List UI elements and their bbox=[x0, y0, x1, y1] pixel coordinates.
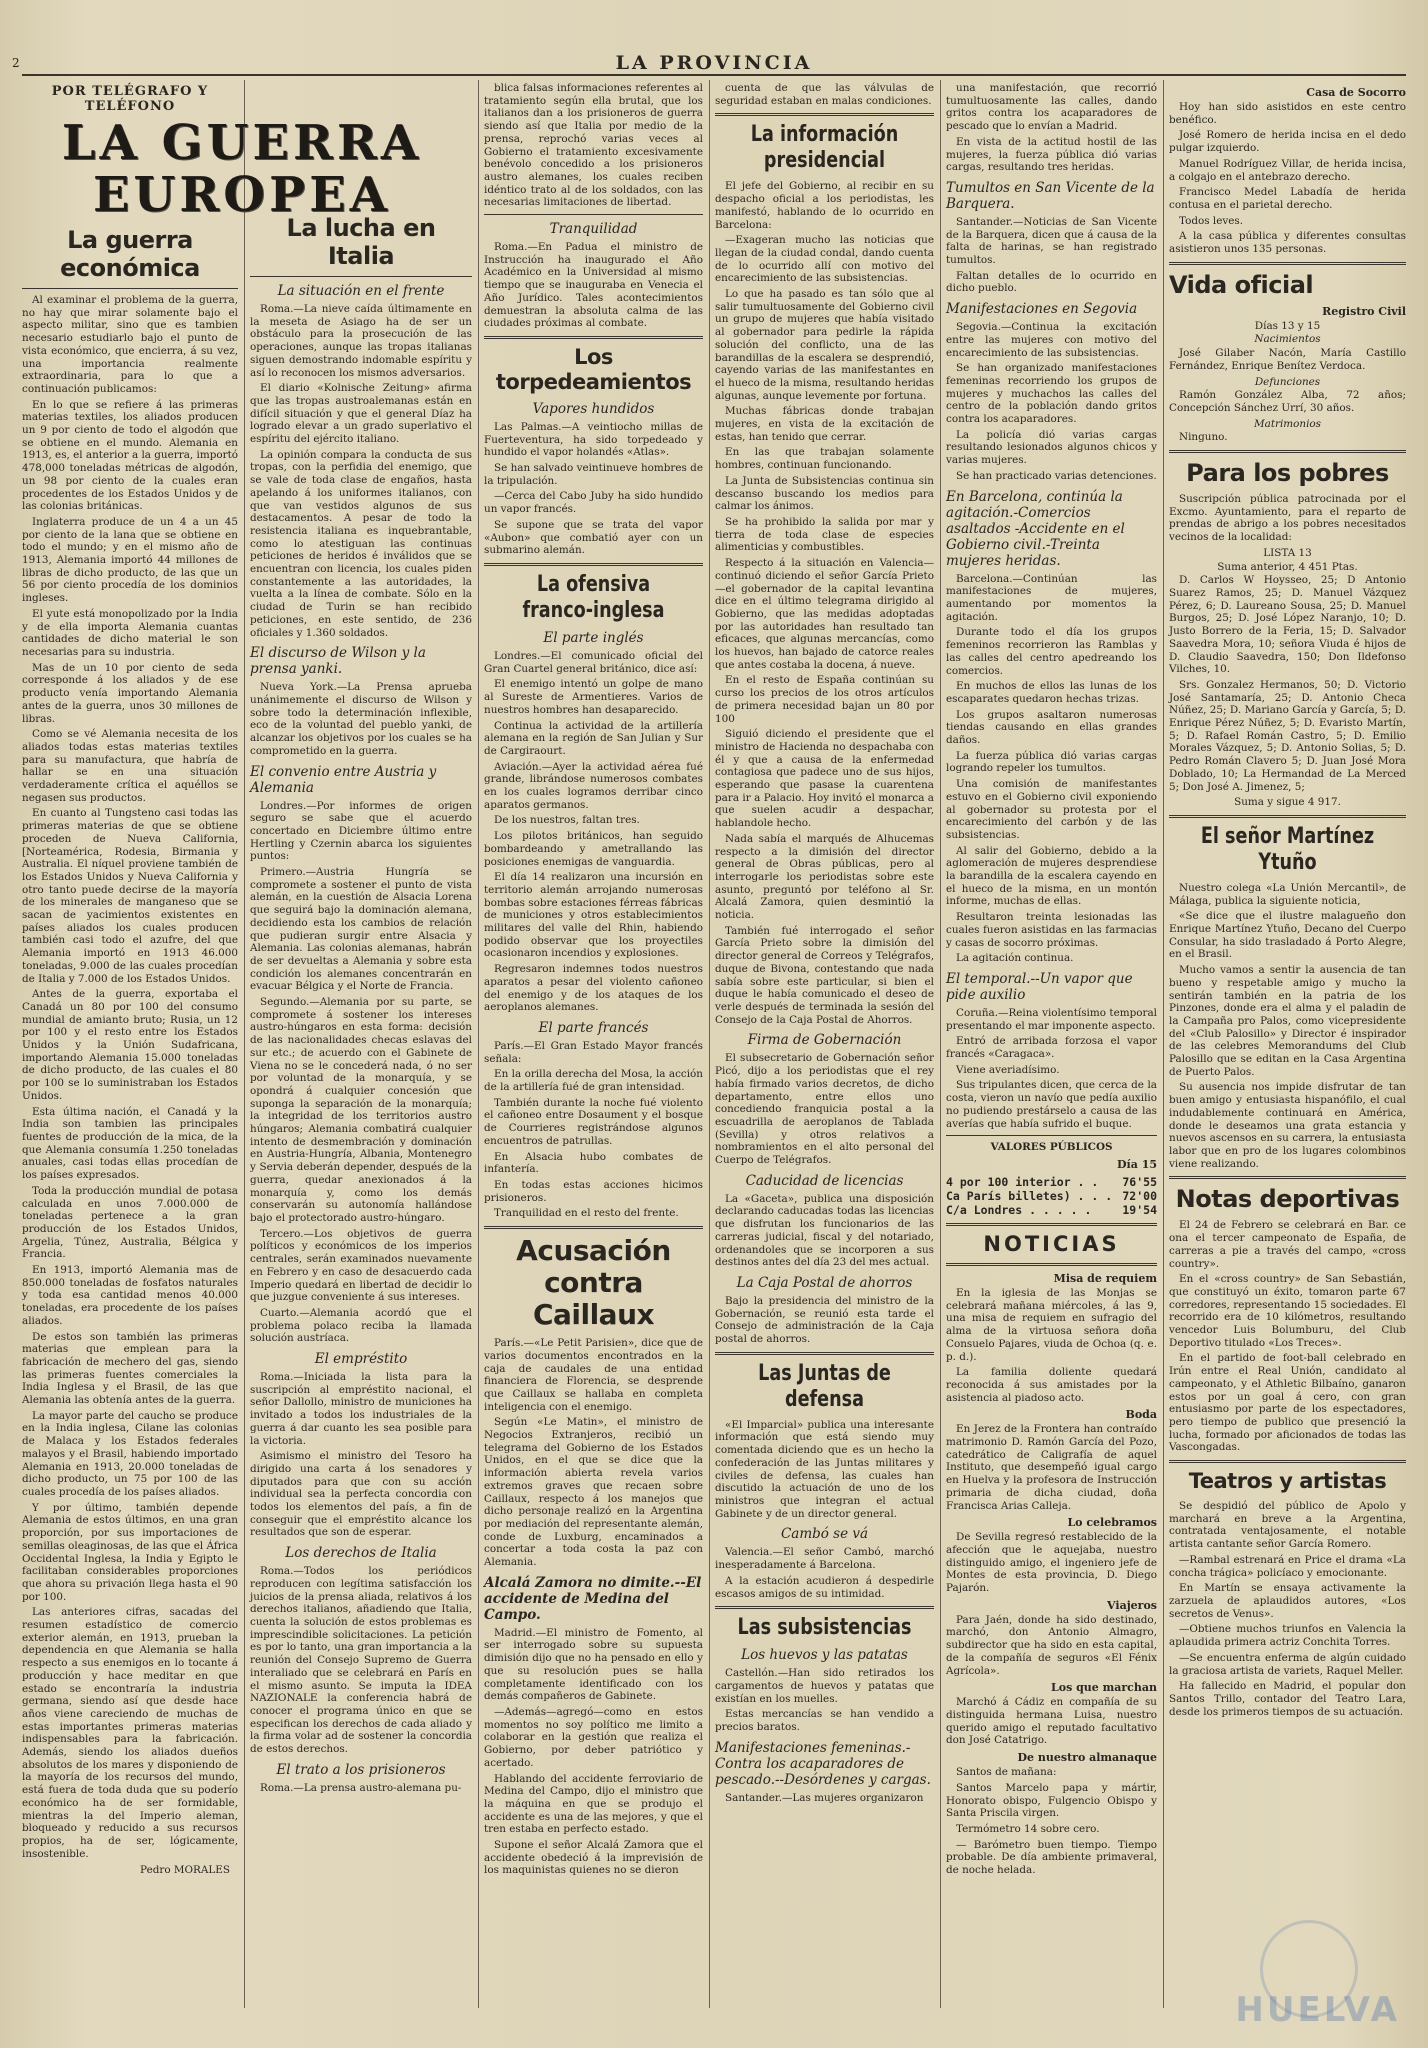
paragraph: Esta última nación, el Canadá y la India son tambien las principales fuentes de producción de la mica, de la que Alemania consumía 1.250 toneladas anuales, casi todas ellas procedían de los países expresados. bbox=[22, 1105, 238, 1182]
section-kicker: POR TELÉGRAFO Y TELÉFONO bbox=[51, 84, 209, 114]
centered-line: Defunciones bbox=[1254, 375, 1321, 388]
paragraph: En todas estas acciones hicimos prisioneros. bbox=[484, 1179, 703, 1204]
paragraph: De Sevilla regresó restablecido de la afección que le aquejaba, nuestro distinguido amigo, el ingeniero jefe de Montes de esta provincia, D. Diego Pajarón. bbox=[946, 1531, 1157, 1595]
paragraph: Santos Marcelo papa y mártir, Honorato obispo, Fulgencio Obispo y Santa Priscila virgen. bbox=[946, 1781, 1157, 1820]
archive-stamp: HUELVA bbox=[1235, 1990, 1400, 2030]
paragraph: «El Imparcial» publica una interesante información que está siendo muy comentada diciendo que es un hecho la confederación de las Juntas militares y civiles de defensa, las cuales han discutido la actuación de uno de los ministros que integran el actual Gabinete y de un director general. bbox=[715, 1418, 934, 1520]
headline: La guerra económica bbox=[60, 226, 200, 282]
paragraph: De estos son también las primeras materias que emplean para la fabricación de mechero del gas, siendo las primeras fuentes comerciales la India Inglesa y el Brasil, de las que Alemania las obtenía antes de la guerra. bbox=[22, 1330, 238, 1407]
paragraph: París.—«Le Petit Parisien», dice que de varios documentos encontrados en la caja de caudales de una entidad financiera de Florencia, se desprende que Caillaux se hallaba en completa inteligencia con el enemigo. bbox=[484, 1337, 703, 1413]
paragraph: Coruña.—Reina violentísimo temporal presentando el mar imponente aspecto. bbox=[946, 1006, 1157, 1032]
column-2 bbox=[250, 208, 472, 2008]
paragraph: Muchas fábricas donde trabajan mujeres, en vista de la excitación de estas, han tenido que cerrar. bbox=[715, 405, 934, 443]
subheading: Los derechos de Italia bbox=[285, 1545, 437, 1562]
market-row: 4 por 100 interior . . 76'55 bbox=[946, 1175, 1157, 1189]
paragraph: En vista de la actitud hostil de las mujeres, la fuerza pública dió varias cargas, resultando tres heridas. bbox=[946, 135, 1157, 174]
paragraph: El 24 de Febrero se celebrará en Bar. ce ona el tercer campeonato de España, de carreras a pie a través del campo, «cross country». bbox=[1169, 1219, 1406, 1270]
notice-title: Casa de Socorro bbox=[1306, 86, 1406, 99]
paragraph: La opinión compara la conducta de sus tropas, con la perfidia del enemigo, que se vale de toda clase de engaños, hasta apelando á los uniformes italianos, con que van vestidos algunos de sus destacamentos. A pesar de todo la resistencia italiana es inquebrantable, como lo atestiguan las continuas peticiones de heridos é inválidos que se encuentran con licencia, los cuales piden constantemente a las autoridades, la vuelta a la línea de combate. Sólo en la ciudad de Turin se han recibido peticiones, en este sentido, de 236 oficiales y 1.360 soldados. bbox=[250, 448, 472, 639]
divider bbox=[715, 1352, 934, 1355]
headline: Para los pobres bbox=[1186, 459, 1389, 488]
paragraph: A la estación acudieron á despedirle escasos amigos de su intimidad. bbox=[715, 1574, 934, 1600]
paragraph: Durante todo el día los grupos femeninos recorrieron las Ramblas y las calles del centro apedreando los comercios. bbox=[946, 626, 1157, 677]
paragraph: Sus tripulantes dicen, que cerca de la costa, vieron un navío que pedía auxilio no pudiendo prestárselo a causa de las averías que había sufrido el buque. bbox=[946, 1079, 1157, 1130]
headline: La información presidencial bbox=[750, 122, 899, 174]
divider bbox=[946, 1263, 1157, 1266]
paragraph: Siguió diciendo el presidente que el ministro de Hacienda no despachaba con él y que a causa de la enfermedad contagiosa que padece uno de sus hijos, esperando que pasase la cuarentena para ir a Palacio. Hoy invitó el monarca a que suelen acudir a despachar, hablandole hecho. bbox=[715, 728, 934, 830]
divider bbox=[946, 1223, 1157, 1226]
paragraph: Toda la producción mundial de potasa calculada en unos 7.000.000 de toneladas pertenece a la gran producción de los Estados Unidos, Argelia, Túnez, Australia, Bélgica y Francia. bbox=[22, 1184, 238, 1261]
notice-title: Viajeros bbox=[1107, 1598, 1157, 1612]
paragraph: Regresaron indemnes todos nuestros aparatos a pesar del violento cañoneo del enemigo y de los ataques de los aeroplanos alemanes. bbox=[484, 963, 703, 1014]
paragraph: Roma.—Iniciada la lista para la suscripción al empréstito nacional, el señor Dallollo, ministro de municiones ha invitado a todos los industriales de la guerra á dar cuanto les sea posible para la victoria. bbox=[250, 1371, 472, 1447]
paragraph: Madrid.—El ministro de Fomento, al ser interrogado sobre su supuesta dimisión dijo que no ha pensado en ello y que su resolución pues se halla completamente identificado con los demás compañeros de Gabinete. bbox=[484, 1626, 703, 1703]
centered-line: Matrimonios bbox=[1253, 417, 1321, 430]
paragraph: En las que trabajan solamente hombres, continuan funcionando. bbox=[715, 446, 934, 472]
paragraph: El día 14 realizaron una incursión en territorio alemán arrojando numerosas bombas sobre estaciones férreas fábricas de municiones y otros establecimientos militares del valle del Rhin, habiendo podido observar que los proyectiles ocasionaron incendios y explosiones. bbox=[484, 871, 703, 960]
headline: Los torpedeamientos bbox=[495, 344, 692, 394]
subheading: La situación en el frente bbox=[277, 283, 445, 299]
paragraph: Valencia.—El señor Cambó, marchó inesperadamente á Barcelona. bbox=[715, 1546, 934, 1572]
paragraph: El jefe del Gobierno, al recibir en su despacho oficial a los periodistas, les manifestó, hablando de lo ocurrido en Barcelona: bbox=[715, 180, 934, 231]
page-number: 2 bbox=[12, 56, 20, 70]
headline: Vida oficial bbox=[1169, 270, 1314, 299]
main-title-line1: LA GUERRA bbox=[61, 115, 423, 171]
column-rule bbox=[478, 80, 479, 2008]
paragraph: «Se dice que el ilustre malagueño don Enrique Martínez Ytuño, Decano del Cuerpo Consular, ha sido trasladado á Porto Alegre, en el Brasil. bbox=[1169, 910, 1406, 961]
subheading: El trato a los prisioneros bbox=[276, 1761, 446, 1778]
paragraph: Hablando del accidente ferroviario de Medina del Campo, dijo el ministro que la máquina en que se produjo el accidente es una de las mejores, y que el tren estaba en perfecto estado. bbox=[484, 1772, 703, 1836]
paragraph: Roma.—Todos los periódicos reproducen con legítima satisfacción los juicios de la prensa aliada, relativos á los derechos italianos, añadiendo que Italia, cuenta la solución de estos problemas es imprescindible solicitaciones. La petición es por lo tanto, una gran importancia a la reunión del Consejo Supremo de Guerra interaliado que se celebrará en París en el mismo asunto. Se imputa la IDEA NAZIONALE la conferencia habrá de conocer el programa único en que se especifican los derechos de cada aliado y la firma volar ad de sostener la concordia de estos derechos. bbox=[250, 1565, 472, 1756]
paragraph: París.—El Gran Estado Mayor francés señala: bbox=[484, 1039, 703, 1065]
market-table bbox=[946, 1175, 1157, 1217]
paragraph: — Barómetro buen tiempo. Tiempo probable. De día ambiente primaveral, de noche helada. bbox=[946, 1838, 1157, 1877]
paragraph: Roma.—La prensa austro-alemana pu- bbox=[260, 1781, 462, 1794]
notice-title: Boda bbox=[1125, 1408, 1157, 1422]
headline: Las Juntas de defensa bbox=[758, 1360, 891, 1412]
paragraph: Hoy han sido asistidos en este centro benéfico. bbox=[1169, 101, 1406, 126]
paragraph: Ramón González Alba, 72 años; Concepción Sánchez Urrí, 30 años. bbox=[1169, 389, 1406, 414]
headline: Las subsistencias bbox=[737, 1615, 912, 1641]
paragraph: Las Palmas.—A veintiocho millas de Fuerteventura, ha sido torpedeado y hundido el vapor holandés «Atlas». bbox=[484, 420, 703, 459]
paragraph: —Exageran mucho las noticias que llegan de la ciudad condal, dando cuenta de lo ocurrido allí con motivo del encarecimiento de las subsistencias. bbox=[715, 234, 934, 285]
paragraph: Todos leves. bbox=[1179, 214, 1244, 227]
paragraph: En Alsacia hubo combates de infantería. bbox=[484, 1150, 703, 1176]
headline-line2: contra Caillaux bbox=[532, 1266, 655, 1332]
section-title: NOTICIAS bbox=[983, 1232, 1120, 1256]
divider bbox=[484, 336, 703, 339]
paragraph: Castellón.—Han sido retirados los cargamentos de huevos y patatas que existían en los muelles. bbox=[715, 1667, 934, 1705]
main-title-line2: EUROPEA bbox=[92, 167, 392, 223]
paragraph: Se supone que se trata del vapor «Aubon» que combatió ayer con un submarino alemán. bbox=[484, 518, 703, 557]
divider bbox=[484, 1226, 703, 1229]
headline: La ofensiva franco-inglesa bbox=[522, 571, 665, 623]
paragraph: Como se vé Alemania necesita de los aliados todas estas materias textiles para su manufactura, que habría de hallar se en una situación verdaderamente crítica el aquéllos se negasen sus productos. bbox=[22, 728, 238, 804]
market-row: C/a Londres . . . . . 19'54 bbox=[946, 1203, 1157, 1217]
paragraph: En Jerez de la Frontera han contraído matrimonio D. Ramón García del Pozo, catedrático de Caligrafía de aquel Instituto, que desempeñó igual cargo en Huelva y la profesora de Instrucción primaria de dicha ciudad, doña Francisca Arias Calleja. bbox=[946, 1423, 1157, 1512]
paragraph: Londres.—El comunicado oficial del Gran Cuartel general británico, dice así: bbox=[484, 649, 703, 675]
paragraph: Ninguno. bbox=[1179, 431, 1228, 444]
paragraph: Nuestro colega «La Unión Mercantil», de Málaga, publica la siguiente noticia, bbox=[1169, 881, 1406, 907]
subheading: El parte francés bbox=[538, 1019, 649, 1036]
paragraph: Mucho vamos a sentir la ausencia de tan bueno y respetable amigo y mucho la sentirán también en la patria de los Pinzones, donde era el alma y el paladin de la Campaña pro Palos, como vicepresidente del «Club Palosillo» y Director é inspirador de las celebres Memorandums del Club Palosillo que se editan en la Casa Argentina de Puerto Palos. bbox=[1169, 964, 1406, 1078]
paragraph: —Además—agregó—como en estos momentos no soy político me limito a colaborar en la gestión que realiza el Gobierno, por deber patriótico y acertado. bbox=[484, 1705, 703, 1769]
paragraph: Barcelona.—Continúan las manifestaciones de mujeres, aumentando por momentos la agitación. bbox=[946, 572, 1157, 623]
paragraph: Continua la actividad de la artillería alemana en la región de San Julian y Sur de Cargiraourt. bbox=[484, 719, 703, 757]
paragraph: En el «cross country» de San Sebastián, que constituyó un éxito, tomaron parte 67 corredores, representando 15 sociedades. El recorrido era de 10 kilómetros, resultando vencedor Luis Bolumburu, del Club Deportivo titulado «Los Treces». bbox=[1169, 1273, 1406, 1349]
column-4 bbox=[715, 82, 934, 2008]
paragraph: El yute está monopolizado por la India y de ella importa Alemania cuantas cantidades de dicho material le son necesarias para su industria. bbox=[22, 607, 238, 658]
paragraph: Viene averiadísimo. bbox=[956, 1063, 1060, 1076]
running-head bbox=[22, 52, 1406, 76]
headline: Teatros y artistas bbox=[1188, 1469, 1387, 1494]
subheading: Tranquilidad bbox=[549, 221, 638, 238]
byline: Pedro MORALES bbox=[140, 1864, 230, 1877]
paragraph: La «Gaceta», publica una disposición declarando caducadas todas las licencias que disfrutan los funcionarios de las carreras judicial, fiscal y del notariado, ordenandoles que se incorporen a sus destinos antes del día 23 del mes actual. bbox=[715, 1192, 934, 1269]
paragraph: Nada sabía el marqués de Alhucemas respecto a la dimisión del director general de Obras públicas, pero al interrogarle los periodistas sobre este asunto, preguntó por teléfono al Sr. Alcalá Zamora, quien desmintió la noticia. bbox=[715, 832, 934, 922]
paragraph: cuenta de que las válvulas de seguridad estaban en malas condiciones. bbox=[715, 82, 934, 107]
notice-title: Los que marchan bbox=[1051, 1681, 1157, 1695]
paragraph: Ha fallecido en Madrid, el popular don Santos Trillo, contador del Teatro Lara, desde los primeros tiempos de su actuación. bbox=[1169, 1680, 1406, 1718]
paragraph: Nueva York.—La Prensa aprueba unánimemente el discurso de Wilson y sobre todo la determinación inflexible, eco de la voluntad del pueblo yanki, de alcanzar los objetivos por los cuales se ha comprometido en la guerra. bbox=[250, 681, 472, 757]
paragraph: Santander.—Las mujeres organizaron bbox=[725, 1791, 924, 1804]
paragraph: Aviación.—Ayer la actividad aérea fué grande, librándose numerosos combates en los cuales logramos derribar cinco aparatos germanos. bbox=[484, 760, 703, 811]
paragraph: una manifestación, que recorrió tumultuosamente las calles, dando gritos contra los acaparadores de pescado que lo envían a Madrid. bbox=[946, 82, 1157, 133]
divider bbox=[484, 563, 703, 566]
column-6 bbox=[1169, 82, 1406, 2008]
divider bbox=[484, 214, 703, 215]
paragraph: Respecto á la situación en Valencia—continuó diciendo el señor García Prieto—el gobernador de la capital levantina dice en el último telegrama dirigido al Gobierno, que las medidas adoptadas por las autoridades han resultado tan eficaces, que algunas mercancías, como los huevos, han bajado de catorce reales que antes costaba la docena, á nueve. bbox=[715, 557, 934, 671]
subheading: Firma de Gobernación bbox=[747, 1032, 902, 1049]
notice-title: Registro Civil bbox=[1322, 304, 1406, 318]
centered-line: Nacimientos bbox=[1254, 333, 1321, 346]
centered-line: Días 13 y 15 bbox=[1254, 319, 1321, 332]
paragraph: D. Carlos W Hoysseo, 25; D Antonio Suarez Ramos, 25; D. Manuel Vázquez Pérez, 6; D. Laureano Sousa, 25; D. Manuel Burgos, 25; D. José López Naranjo, 10; D. Justo Borrero de la Feria, 15; D. Salvador Saavedra Mora, 10; señora Viuda é hijos de D. Claudio Saavedra, 150; Don Ildefonso Vilches, 10. bbox=[1169, 574, 1406, 676]
paragraph: El diario «Kolnische Zeitung» afirma que las tropas austroalemanas están en difícil situación y que el general Díaz ha logrado elevar a un grado superlativo el espíritu del ejército italiano. bbox=[250, 382, 472, 446]
centered-line: Suma y sigue 4 917. bbox=[1234, 796, 1341, 809]
paragraph: Mas de un 10 por ciento de seda corresponde á los aliados y de ese producto venía importando Alemania antes de la guerra, unos 30 millones de libras. bbox=[22, 661, 238, 725]
subheading: En Barcelona, continúa la agitación.-Comercios asaltados -Accidente en el Gobierno civil.-Treinta mujeres heridas. bbox=[946, 488, 1125, 569]
paragraph: También durante la noche fué violento el cañoneo entre Dosaument y el bosque de Courrieres registrándose algunos encuentros de patrullas. bbox=[484, 1096, 703, 1147]
paragraph: En la orilla derecha del Mosa, la acción de la artillería fué de gran intensidad. bbox=[484, 1068, 703, 1094]
divider bbox=[1169, 1460, 1406, 1463]
paragraph: Y por último, también depende Alemania de estos últimos, en una gran proporción, por sus importaciones de semillas oleaginosas, de las que el África Occidental Inglesa, la India y Egipto le facilitaban considerables proporciones que ahora su privación llega hasta el 90 por 100. bbox=[22, 1501, 238, 1603]
paragraph: Bajo la presidencia del ministro de la Gobernación, se reunió esta tarde el Consejo de administración de la Caja postal de ahorros. bbox=[715, 1294, 934, 1346]
column-rule bbox=[940, 80, 941, 2008]
paragraph: Estas mercancías se han vendido a precios baratos. bbox=[715, 1708, 934, 1734]
subheading: El parte inglés bbox=[543, 629, 644, 646]
divider bbox=[715, 113, 934, 116]
paragraph: Antes de la guerra, exportaba el Canadá un 80 por 100 del consumo mundial de amianto bruto; Rusia, un 12 por 100 y el resto entre los Estados Unidos y la Unión Sudafricana, importando Alemania 15.000 toneladas de dicho producto, de las cuales el 80 por 100 se lo suministraban los Estados Unidos. bbox=[22, 988, 238, 1102]
column-rule bbox=[709, 80, 710, 2008]
subheading: Caducidad de licencias bbox=[745, 1172, 904, 1189]
paragraph: Al salir del Gobierno, debido a la aglomeración de mujeres desprendiese la barandilla de la escalera cayendo en el hueco de la misma, en un montón informe, muchas de ellas. bbox=[946, 844, 1157, 908]
divider bbox=[250, 276, 472, 277]
market-title: VALORES PÚBLICOS bbox=[990, 1141, 1113, 1154]
divider bbox=[1169, 1176, 1406, 1179]
subheading: Los huevos y las patatas bbox=[741, 1647, 908, 1664]
paragraph: —Rambal estrenará en Price el drama «La concha trágica» policíaco y emocionante. bbox=[1169, 1553, 1406, 1579]
subheading: Manifestaciones en Segovia bbox=[946, 301, 1138, 318]
paragraph: —Cerca del Cabo Juby ha sido hundido un vapor francés. bbox=[484, 490, 703, 516]
paragraph: En la iglesia de las Monjas se celebrará mañana miércoles, á las 9, una misa de requiem en sufragio del alma de la virtuosa señora doña Consuelo Pajares, viuda de Ochoa (q. e. p. d.). bbox=[946, 1287, 1157, 1363]
notice-title: Misa de requiem bbox=[1053, 1272, 1157, 1285]
divider bbox=[1169, 262, 1406, 265]
paragraph: Las anteriores cifras, sacadas del resumen estadístico de comercio exterior alemán, en 1913, prueban la dependencia en que Alemania se halla respecto a sus enemigos en lo tocante á producción y hace meditar en que estado se encontraría la industria germana, siendo así que desde hace años viene careciendo de muchas de estas importantes primeras materias indispensables para la fabricación. Además, siendo los aliados dueños absolutos de los mares y disponiendo de la mayoría de los recursos del mundo, está fuera de toda duda que su poderío económico ha de ser formidable, mientras la del Imperio aleman, bloqueado y reducido a sus recursos propios, ha de ser, lógicamente, insostenible. bbox=[22, 1606, 238, 1860]
subheading: El convenio entre Austria y Alemania bbox=[250, 763, 437, 796]
paragraph: En lo que se refiere á las primeras materias textiles, los aliados producen un 9 por ciento de todo el algodón que se obtiene en el mundo. Alemania en 1913, es, el anterior a la guerra, importó 478,000 toneladas métricas de algodón, un 98 por ciento de la cuales eran procedentes de los Estados Unidos y de las colonias británicas. bbox=[22, 398, 238, 513]
masthead-name: LA PROVINCIA bbox=[615, 52, 813, 74]
paragraph: El enemigo intentó un golpe de mano al Sureste de Armentieres. Varios de nuestros hombres han desaparecido. bbox=[484, 678, 703, 716]
subheading: El empréstito bbox=[314, 1351, 408, 1368]
paragraph: Se han organizado manifestaciones femeninas recorriendo los grupos de mujeres y muchachos las calles del centro de la población dando gritos contra los acaparadores. bbox=[946, 362, 1157, 426]
paragraph: En el partido de foot-ball celebrado en Irún entre el Real Unión, candidato al campeonato, y el Athletic Bilbaíno, ganaron estos por un goal á cero, con gran entusiasmo por parte de los espectadores, pero tiempo de publico que presenció la lucha, formado por aficionados de todas las Vascongadas. bbox=[1169, 1352, 1406, 1454]
paragraph: blica falsas informaciones referentes al tratamiento según ella brutal, que los italianos dan a los prisioneros de guerra siendo así que Italia por medio de la prensa, reprochó varias veces al Gobierno el tratamiento excesivamente benévolo concedido a los prisioneros austro alemanes, los cuales reciben idéntico trato al de los soldados, con las necesarias limitaciones de libertad. bbox=[484, 82, 703, 209]
headline: La lucha en Italia bbox=[286, 214, 436, 270]
paragraph: En 1913, importó Alemania mas de 850.000 toneladas de fosfatos naturales y toda esa cantidad menos 40.000 toneladas, era procedente de los países aliados. bbox=[22, 1264, 238, 1327]
paragraph: Lo que ha pasado es tan sólo que al salir tumultuosamente del Gobierno civil un grupo de mujeres que había visitado al gobernador para pedirle la rápida solución del conflicto, una de las barandillas de la escalera se desprendió, cayendo varias de las manifestantes en el hueco de la misma, resultando heridas algunas, aunque levemente por fortuna. bbox=[715, 288, 934, 402]
divider bbox=[946, 1135, 1157, 1136]
paragraph: Segundo.—Alemania por su parte, se compromete á sostener los intereses austro-húngaros en esta forma: decisión de las nacionalidades checas eslavas del sur etc.; de acuerdo con el Gabinete de Viena no se le concederá nada, ó no ser por voluntad de la monarquía, y se opondrá á cualquier concesión que suponga la separación de la monarquía; la integridad de los territorios austro húngaros; Alemania combatirá cualquier intento de desmembración y dominación en Austria-Hungría, Albania, Montenegro y Servia deberán depender, después de la guerra, quedar anexionados á la monarquía y, como los demás conservarán su autonomía hallándose bajo el protectorado austro-húngaro. bbox=[250, 996, 472, 1224]
paragraph: La policía dió varias cargas resultando lesionados algunos chicos y varias mujeres. bbox=[946, 428, 1157, 467]
paragraph: En muchos de ellos las lunas de los escaparates quedaron hechas trizas. bbox=[946, 680, 1157, 705]
headline: El señor Martínez Ytuño bbox=[1200, 823, 1375, 875]
paragraph: Srs. Gonzalez Hermanos, 50; D. Victorio José Santamaría, 25; D. Antonio Checa Núñez, 25; D. Mariano García y García, 5; D. Enrique Pérez Núñez, 5; D. Evaristo Martín, 5; D. Rafael Román Castro, 5; D. Emilio Morales Vázquez, 5; D. Antonio Solias, 5; D. Pedro Román Clavero 5; D. Juan José Mora Doblado, 10; La Hermandad de La Merced 5; Don José A. Jimenez, 5; bbox=[1169, 678, 1406, 793]
paragraph: Segovia.—Continua la excitación entre las mujeres con motivo del encarecimiento de las subsistencias. bbox=[946, 321, 1157, 359]
subheading: Vapores hundidos bbox=[532, 400, 655, 417]
column-5 bbox=[946, 82, 1157, 2008]
paragraph: Resultaron treinta lesionadas las cuales fueron asistidas en las farmacias y casas de socorro próximas. bbox=[946, 911, 1157, 949]
paragraph: Se ha prohibido la salida por mar y tierra de toda clase de especies alimenticias y combustibles. bbox=[715, 515, 934, 554]
paragraph: Una comisión de manifestantes estuvo en el Gobierno civil exponiendo al gobernador su protesta por el encarecimiento del carbón y de las subsistencias. bbox=[946, 778, 1157, 841]
paragraph: Al examinar el problema de la guerra, no hay que mirar solamente bajo el aspecto militar, sino que es tambien necesario estudiarlo bajo el punto de vista económico, que encierra, á su vez, una importancia realmente extraordinaria, para lo que a continuación publicamos: bbox=[22, 294, 238, 395]
subheading: Alcalá Zamora no dimite.--El accidente de Medina del Campo. bbox=[484, 1574, 702, 1623]
paragraph: El subsecretario de Gobernación señor Picó, dijo a los periodistas que el rey había firmado varios decretos, de dicho departamento, entre ellos uno concediendo franquicia postal a la escuadrilla de aeroplanos de Tablada (Sevilla) y otros relativos a nombramientos en el alto personal del Cuerpo de Telégrafos. bbox=[715, 1052, 934, 1167]
paragraph: Supone el señor Alcalá Zamora que el accidente obedeció á la imprevisión de los maquinistas quienes no se dieron bbox=[484, 1839, 703, 1877]
subheading: Tumultos en San Vicente de la Barquera. bbox=[946, 179, 1155, 212]
paragraph: La Junta de Subsistencias continua sin descanso buscando los medios para calmar los ánimos. bbox=[715, 474, 934, 513]
paragraph: —Obtiene muchos triunfos en Valencia la aplaudida primera actriz Conchita Torres. bbox=[1169, 1623, 1406, 1649]
paragraph: Roma.—En Padua el ministro de Instrucción ha inaugurado el Año Académico en la Universidad al mismo tiempo que se inauguraba en Venecia el Año Jurídico. Tales acontecimientos demuestran la absoluta calma de las ciudades próximas al combate. bbox=[484, 241, 703, 330]
paragraph: José Romero de herida incisa en el dedo pulgar izquierdo. bbox=[1169, 129, 1406, 155]
subheading: El discurso de Wilson y la prensa yanki. bbox=[250, 645, 426, 678]
paragraph: De los nuestros, faltan tres. bbox=[494, 814, 640, 827]
paragraph: Tercero.—Los objetivos de guerra políticos y económicos de los imperios centrales, serán examinados nuevamente en Febrero y en caso de desacuerdo cada Imperio quedará en libertad de decidir lo que juzgue conveniente á sus intereses. bbox=[250, 1227, 472, 1304]
subheading: El temporal.--Un vapor que pide auxilio bbox=[946, 970, 1133, 1003]
paragraph: En cuanto al Tungsteno casi todas las primeras materias de que se obtiene proceden de Nueva California, [Norteamérica, Rodesia, Birmania y Australia. El níquel proviene también de los Estados Unidos y Nueva California y otro tanto puede decirse de la mayoría de los minerales de manganeso que se sacan de yacimientos existentes en países aliados los cuales producen también casi todo el azufre, del que Alemania importó en 1913 46.000 toneladas, 9.000 de las cuales procedían de Italia y 7.000 de los Estados Unidos. bbox=[22, 807, 238, 985]
divider bbox=[22, 288, 238, 289]
subheading: Cambó se vá bbox=[780, 1526, 869, 1543]
market-row: Ca París billetes) . . . 72'00 bbox=[946, 1189, 1157, 1203]
paragraph: Primero.—Austria Hungría se compromete a sostener el punto de vista alemán, en la cuestión de Alsacia Lorena que seguirá bajo la dominación alemana, decidiendo esta los cambios de relación que pudieran surgir entre Alsacia y Alemania. Las colonias alemanas, habrán de ser devueltas a Alemania y sobre esta condición los alemanes concentrarán en evacuar Bélgica y el Norte de Francia. bbox=[250, 866, 472, 993]
column-rule bbox=[244, 80, 245, 2008]
notice-title: Lo celebramos bbox=[1067, 1516, 1157, 1530]
market-day: Día 15 bbox=[1117, 1158, 1157, 1171]
paragraph: La mayor parte del caucho se produce en la India inglesa, Cilane las colonias de Malaca y los Estados federales malayos y el Brasil, habiendo importado Alemania en 1913, 20.000 toneladas de dicho producto, un 75 por 100 de las cuales procedía de los países aliados. bbox=[22, 1409, 238, 1498]
subheading: Manifestaciones femeninas.-Contra los acaparadores de pescado.--Desórdenes y cargas. bbox=[715, 1739, 931, 1788]
paragraph: Termómetro 14 sobre cero. bbox=[956, 1822, 1100, 1835]
centered-line: LISTA 13 bbox=[1263, 546, 1312, 559]
paragraph: Se han salvado veintinueve hombres de la tripulación. bbox=[484, 462, 703, 487]
paragraph: José Gilaber Nacón, María Castillo Fernández, Enrique Benítez Verdoca. bbox=[1169, 347, 1406, 372]
divider bbox=[715, 1606, 934, 1609]
paragraph: A la casa pública y diferentes consultas asistieron unos 135 personas. bbox=[1169, 230, 1406, 256]
paragraph: La familia doliente quedará reconocida á sus amistades por la asistencia al piadoso acto. bbox=[946, 1366, 1157, 1404]
paragraph: Marchó á Cádiz en compañía de su distinguida hermana Luisa, nuestro querido amigo el reputado facultativo don José Catatrigo. bbox=[946, 1696, 1157, 1747]
column-rule bbox=[1163, 80, 1164, 2008]
divider bbox=[1169, 450, 1406, 453]
paragraph: Manuel Rodríguez Villar, de herida incisa, a colgajo en el antebrazo derecho. bbox=[1169, 157, 1406, 183]
paragraph: Los pilotos británicos, han seguido bombardeando y ametrallando las posiciones enemigas de vanguardia. bbox=[484, 830, 703, 868]
paragraph: Londres.—Por informes de origen seguro se sabe que el acuerdo concertado en Diciembre último entre Hertling y Czernin abarca los siguientes puntos: bbox=[250, 799, 472, 863]
centered-line: Suma anterior, 4 451 Ptas. bbox=[1217, 560, 1358, 573]
paragraph: Para Jaén, donde ha sido destinado, marchó, don Antonio Almagro, subdirector que ha sido en esta capital, de la compañía de seguros «El Fénix Agrícola». bbox=[946, 1613, 1157, 1677]
column-3 bbox=[484, 82, 703, 2008]
paragraph: Se han practicado varias detenciones. bbox=[956, 469, 1157, 482]
paragraph: También fué interrogado el señor García Prieto sobre la dimisión del director general de Correos y Telégrafos, duque de Bivona, contestando que nada sabía sobre este particular, si bien el duque le había comunicado el deseo de verle después de terminada la sesión del Consejo de la Caja Postal de Ahorros. bbox=[715, 924, 934, 1026]
paragraph: Suscripción pública patrocinada por el Excmo. Ayuntamiento, para el reparto de prendas de abrigo a los pobres necesitados vecinos de la localidad: bbox=[1169, 493, 1406, 544]
subheading: La Caja Postal de ahorros bbox=[736, 1274, 913, 1291]
paragraph: —Se encuentra enferma de algún cuidado la graciosa artista de variets, Raquel Meller. bbox=[1169, 1651, 1406, 1677]
headline-line1: Acusación bbox=[516, 1234, 671, 1268]
paragraph: Asimismo el ministro del Tesoro ha dirigido una carta á los senadores y diputados para que con su acción individual sea la perfecta concordia con todos los elementos del país, a fin de conseguir que el empréstito alcance los resultados que son de esperar. bbox=[250, 1450, 472, 1539]
paragraph: Roma.—La nieve caída últimamente en la meseta de Asiago ha de ser un obstáculo para la prosecución de las operaciones, aunque las tropas italianas siguen demostrando indomable espíritu y así lo reconocen los mismos adversarios. bbox=[250, 303, 472, 379]
divider bbox=[1169, 815, 1406, 818]
paragraph: Inglaterra produce de un 4 a un 45 por ciento de la lana que se obtiene en todo el mundo; y en el mismo año de 1913, Alemania importó 44 millones de libras de dicho producto, de las que un 56 por ciento procedía de los dominios ingleses. bbox=[22, 515, 238, 605]
paragraph: Su ausencia nos impide disfrutar de tan buen amigo y entusiasta hispanófilo, el cual indudablemente continuará en América, donde le deseamos una grata estancia y nuevos ascensos en su carrera, la entusiasta labor que en pro de los lugares colombinos viene realizando. bbox=[1169, 1081, 1406, 1170]
paragraph: Los grupos asaltaron numerosas tiendas causando en ellas grandes daños. bbox=[946, 708, 1157, 747]
paragraph: Tranquilidad en el resto del frente. bbox=[494, 1207, 679, 1220]
paragraph: Entró de arribada forzosa el vapor francés «Caragaca». bbox=[946, 1035, 1157, 1061]
paragraph: La agitación continua. bbox=[956, 952, 1074, 965]
paragraph: Se despidió del público de Apolo y marchará en breve a la Argentina, contratada ventajosamente, el notable artista cantante señor García Romero. bbox=[1169, 1500, 1406, 1551]
paragraph: Francisco Medel Labadía de herida contusa en el parietal derecho. bbox=[1169, 186, 1406, 211]
paragraph: Cuarto.—Alemania acordó que el problema polaco reciba la llamada solución austríaca. bbox=[250, 1306, 472, 1345]
notice-title: De nuestro almanaque bbox=[1017, 1751, 1157, 1765]
paragraph: En Martín se ensaya activamente la zarzuela de aplaudidos autores, «Los secretos de Venus». bbox=[1169, 1582, 1406, 1620]
paragraph: Santos de mañana: bbox=[956, 1766, 1057, 1779]
paragraph: En el resto de España continúan su curso los precios de los otros artículos de primera necesidad bajan un 80 por 100 bbox=[715, 674, 934, 725]
paragraph: La fuerza pública dió varias cargas logrando repeler los tumultos. bbox=[946, 749, 1157, 775]
paragraph: Santander.—Noticias de San Vicente de la Barquera, dicen que á causa de la falta de harinas, se han registrado tumultos. bbox=[946, 215, 1157, 267]
headline: Notas deportivas bbox=[1175, 1185, 1400, 1214]
paragraph: Faltan detalles de lo ocurrido en dicho pueblo. bbox=[946, 269, 1157, 295]
paragraph: Según «Le Matin», el ministro de Negocios Extranjeros, recibió un telegrama del Gobierno de los Estados Unidos, en el que se dice que la información abierta revela varios extremos graves que recaen sobre Caillaux, respecto á los manejos que dicho personaje realizó en la Argentina por mediación del representante alemán, conde de Luxburg, encaminados a concertar a toda costa la paz con Alemania. bbox=[484, 1416, 703, 1569]
